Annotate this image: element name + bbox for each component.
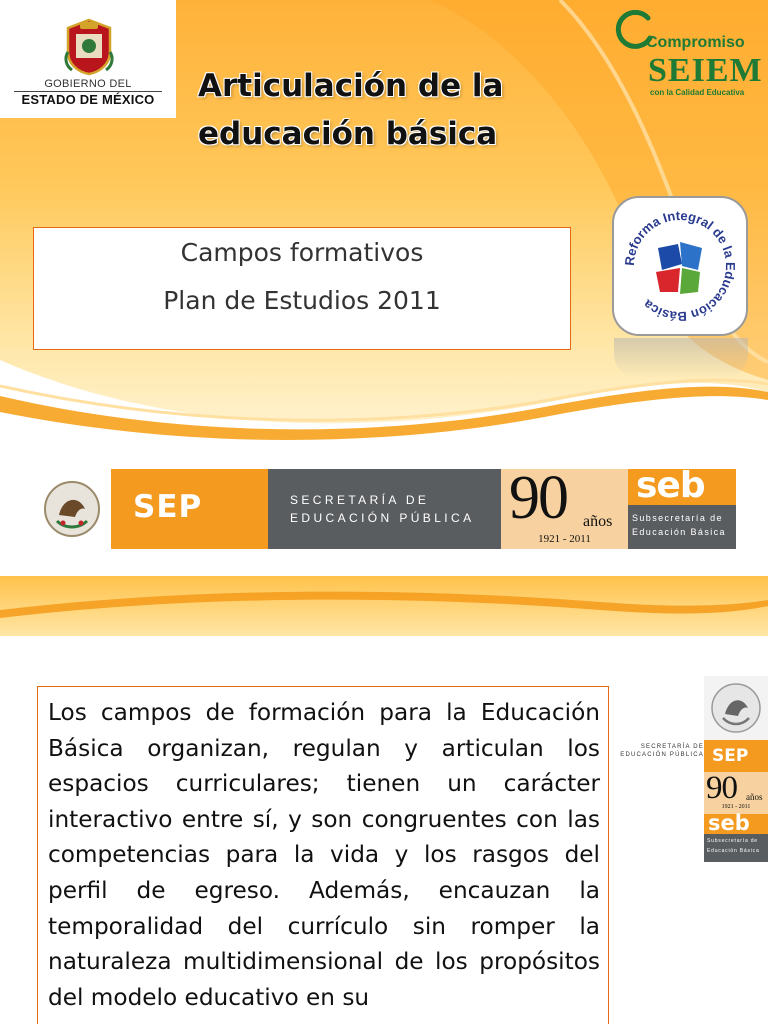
anos-label: años [583,513,613,530]
seb-line-1: Subsecretaría de [632,513,723,523]
subtitle-box [33,227,571,350]
slide-title-heading [198,62,588,158]
seiem-brand-top: Compromiso [646,34,745,51]
sep-label: SEP [133,489,203,525]
rieb-logo-reflection [614,338,748,378]
mexico-seal [33,469,111,549]
slide-header-band [0,576,768,656]
seb-brand: seb [636,465,705,506]
side-sep-block [704,740,768,772]
secretaria-line-2: EDUCACIÓN PÚBLICA [290,511,475,525]
secretaria-line-1: SECRETARÍA DE [290,493,430,507]
slide-content [0,576,768,1024]
seiem-tagline: con la Calidad Educativa [650,88,745,97]
side-ninety-number: 90 [706,770,737,806]
seb-block [628,465,736,549]
rieb-ring-text: Reforma Integral de la Educación Básica [621,207,739,325]
side-seb-brand: seb [708,811,750,835]
ninety-years-block [501,464,628,549]
side-anos-label: años [746,792,763,802]
seb-line-2: Educación Básica [632,527,726,537]
subtitle-line-2: Plan de Estudios 2011 [163,286,441,315]
body-text-box [37,686,609,1024]
seiem-logo [604,4,764,114]
coat-of-arms-icon [62,18,116,76]
title-line-1: Articulación de la [198,68,504,104]
title-line-2: educación básica [198,116,498,152]
years-range: 1921 - 2011 [538,533,591,545]
side-seb-line-2: Educación Básica [707,848,760,854]
gobierno-estado-mexico-logo [0,0,176,118]
sep-block [111,469,268,549]
eagle-seal-icon [704,676,768,740]
body-paragraph: Los campos de formación para la Educación Básica organizan, regulan y articulan los espacios curriculares; tienen un carácter interactivo entre sí, y son congruentes con las competencias para la vida y los rasgos del perfil de egreso. Además, encauzan la temporalidad del currículo sin romper la naturaleza multidimensional de los propósitos del modelo educativo en su [48,699,600,1011]
estado-label: ESTADO DE MÉXICO [21,92,155,107]
gobierno-label: GOBIERNO DEL [44,78,132,90]
secretaria-block [268,469,501,549]
side-seb-line-1: Subsecretaría de [707,838,758,844]
sep-banner [33,464,736,549]
side-mexico-seal [704,676,768,740]
side-secretaria-line-1: SECRETARÍA DE [640,744,704,750]
side-ninety-years-block [704,772,768,814]
eagle-seal-icon [33,469,111,549]
ninety-number: 90 [509,464,567,532]
side-sep-label: SEP [712,746,749,766]
rieb-logo [612,196,748,336]
seiem-brand-main: SEIEM [648,52,763,89]
side-secretaria-line-2: EDUCACIÓN PÚBLICA [620,752,704,758]
side-years-range: 1921 - 2011 [721,804,751,810]
subtitle-line-1: Campos formativos [180,238,424,267]
side-seb-block [704,811,768,862]
